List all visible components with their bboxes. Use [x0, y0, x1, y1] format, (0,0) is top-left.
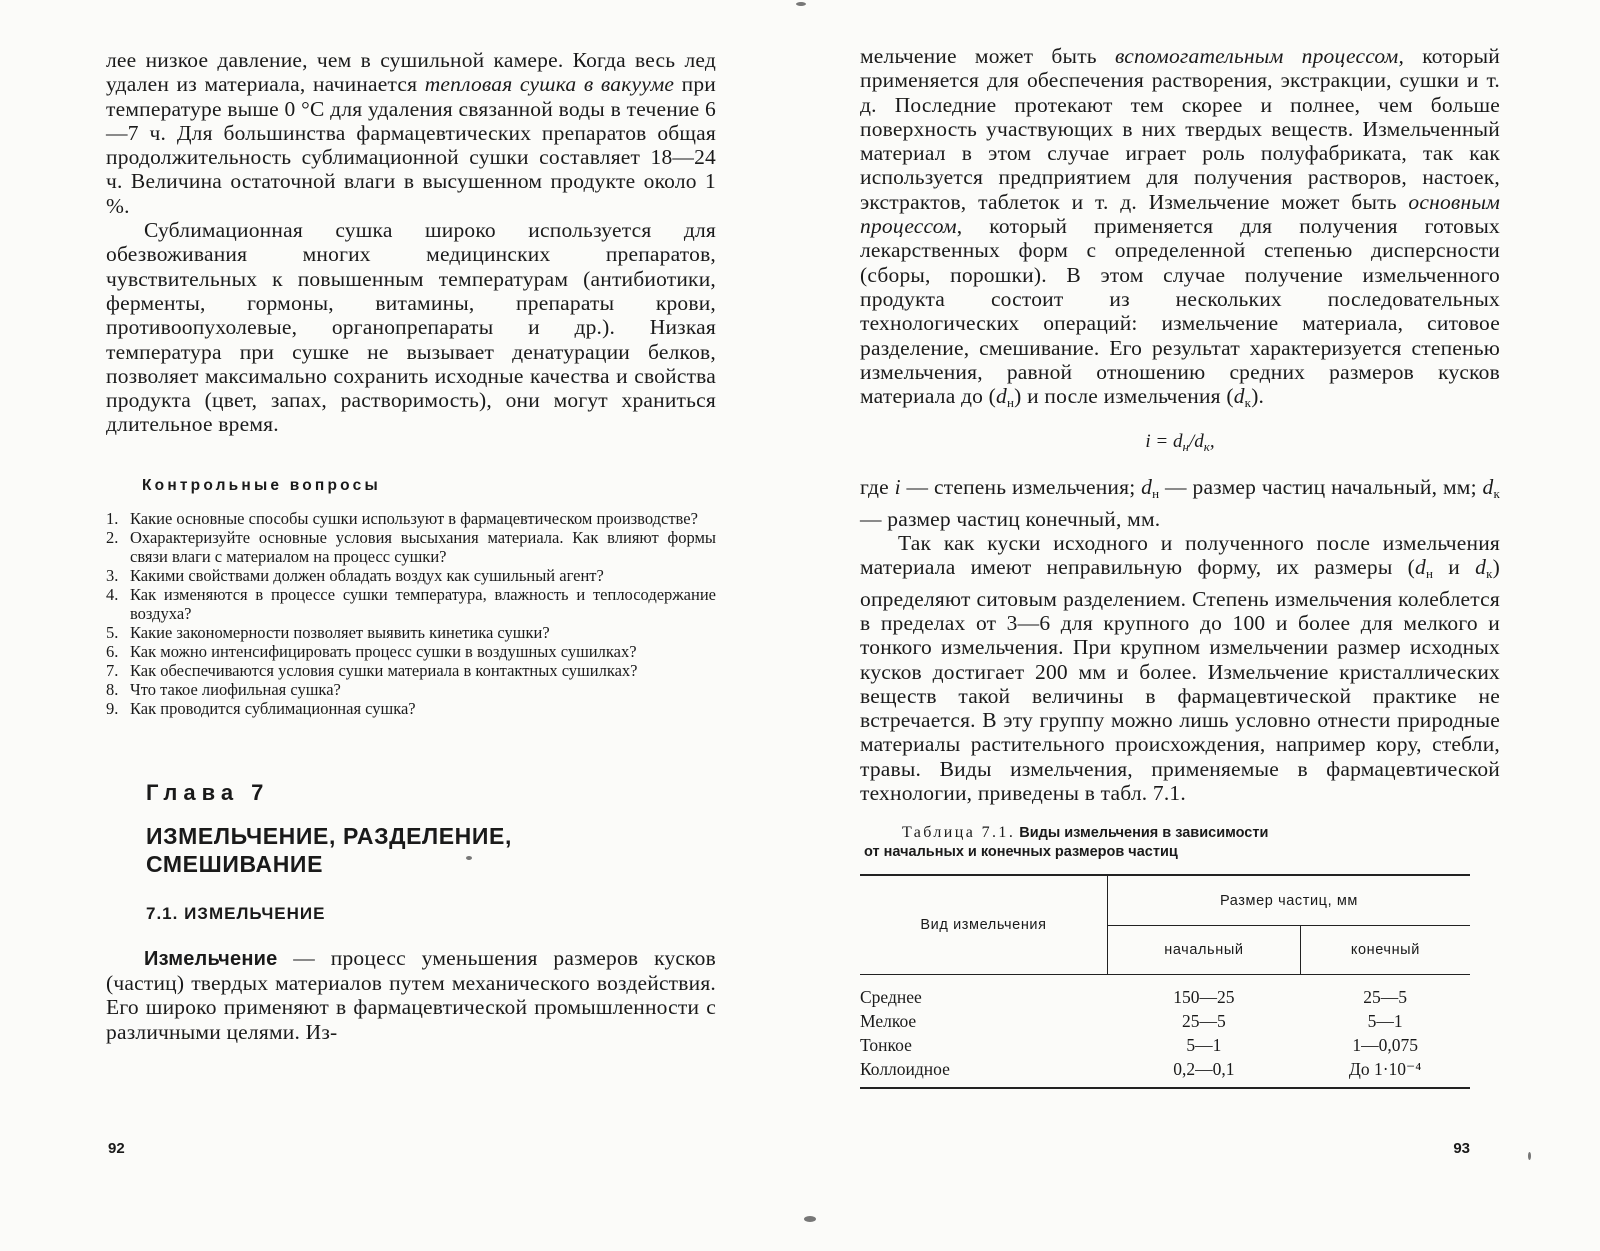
scan-speck	[796, 2, 806, 6]
question-number: 6.	[106, 641, 119, 661]
scan-speck	[1528, 1152, 1531, 1160]
question-number: 7.	[106, 660, 119, 680]
subscript: к	[1493, 486, 1500, 502]
text-run: i = d	[1145, 431, 1183, 453]
subscript: к	[1486, 566, 1493, 582]
chapter-label: Глава 7	[146, 779, 270, 805]
text-run: который применяется для обеспечения растворения, экстракции, сушки и т. д. Последние протекают тем скорее и полнее, чем больше поверхность участвующих в них твердых веществ. Измельченный материал в этом случае играет роль полуфабриката, так как используется предприятием для получения растворов, настоек, экстрактов, таблеток и т. д. Измельчение может быть	[860, 44, 1500, 214]
variable: d	[1475, 555, 1487, 580]
question-text: Как можно интенсифицировать процесс сушки в воздушных сушилках?	[130, 641, 637, 661]
questions-list	[106, 509, 716, 718]
text-run: где	[860, 475, 895, 500]
question-number: 2.	[106, 527, 119, 547]
page-number: 93	[1453, 1140, 1470, 1157]
question-item	[106, 623, 716, 642]
table-row	[860, 1009, 1470, 1033]
text-run: ) определяют ситовым разделением. Степень измельчения колеблется в пределах от 3—6 для крупного до 100 и более для мелкого и тонкого измельчения. При крупном измельчении размер исходных кусков достигает 200 мм и более. Измельчение кристаллических веществ такой величины в фармацевтической практике не встречается. В эту группу можно лишь условно отнести природные материалы растительного происхождения, например кору, стебли, травы. Виды измельчения, применяемые в фармацевтической технологии, приведены в табл. 7.1.	[860, 555, 1500, 806]
question-text: Охарактеризуйте основные условия высыхания материала. Как влияют формы связи влаги с материалом на процесс сушки?	[130, 527, 716, 566]
header-final: конечный	[1300, 925, 1470, 975]
right-page	[800, 0, 1600, 1251]
table-row	[860, 1057, 1470, 1088]
question-text: Какие основные способы сушки используют в фармацевтическом производстве?	[130, 508, 698, 528]
paragraph	[860, 475, 1500, 531]
cell-initial: 5—1	[1186, 1034, 1222, 1055]
question-item	[106, 585, 716, 623]
text-run: Сублимационная сушка широко используется для обезвоживания многих медицинских препаратов, чувствительных к повышенным температурам (антибиотики, ферменты, гормоны, витамины, препараты крови, противоопухолевые, органопрепараты и др.). Низкая температура при сушке не вызывает денатурации белков, позволяет максимально сохранить исходные качества и свойства продукта (цвет, запах, растворимость), они могут храниться длительное время.	[106, 218, 716, 437]
text-run: и	[1433, 555, 1476, 580]
question-item	[106, 661, 716, 680]
variable: d	[1415, 555, 1426, 580]
header-kind: Вид измельчения	[860, 875, 1108, 975]
cell-kind: Мелкое	[860, 1010, 917, 1031]
subscript: н	[1152, 486, 1160, 502]
page-number: 92	[108, 1140, 125, 1157]
variable: i	[894, 475, 901, 500]
question-number: 5.	[106, 622, 119, 642]
table-caption-title: Виды измельчения в зависимости	[1019, 825, 1269, 842]
subscript: н	[1182, 439, 1189, 455]
question-item	[106, 528, 716, 566]
cell-final: До 1·10⁻⁴	[1348, 1058, 1422, 1079]
text-run: Так как куски исходного и полученного после измельчения материала имеют неправильную форму, их размеры (	[860, 531, 1500, 580]
text-run: мельчение может быть	[860, 44, 1115, 68]
cell-initial: 150—25	[1173, 986, 1235, 1007]
table-body	[860, 975, 1470, 1089]
question-item	[106, 699, 716, 718]
subscript: к	[1244, 395, 1252, 411]
table-caption-title-cont: от начальных и конечных размеров частиц	[864, 844, 1178, 861]
question-text: Как обеспечиваются условия сушки материала в контактных сушилках?	[130, 660, 638, 680]
paragraph	[860, 531, 1500, 805]
text-run: ).	[1251, 384, 1265, 409]
subscript: н	[1425, 566, 1434, 582]
scan-speck	[466, 856, 472, 860]
italic-phrase: основным процессом	[860, 189, 1500, 239]
text-run: — процесс уменьшения размеров кусков (частиц) твердых материалов путем механического воздействия. Его широко применяют в фармацевтической промышленности с различными целями. Из-	[106, 945, 716, 1044]
scan-speck	[804, 1216, 816, 1222]
question-item	[106, 566, 716, 585]
left-page	[0, 0, 780, 1251]
header-size: Размер частиц, мм	[1108, 875, 1471, 925]
subscript: н	[1007, 395, 1015, 411]
question-text: Как изменяются в процессе сушки температура, влажность и теплосодержание воздуха?	[130, 584, 716, 623]
table-caption	[860, 823, 1500, 862]
table-caption-label: Таблица 7.1.	[902, 824, 1016, 842]
question-item	[106, 509, 716, 528]
chapter-title: ИЗМЕЛЬЧЕНИЕ, РАЗДЕЛЕНИЕ, СМЕШИВАНИЕ	[146, 822, 512, 877]
cell-final: 25—5	[1363, 986, 1407, 1007]
question-number: 3.	[106, 565, 119, 585]
paragraph	[106, 218, 716, 437]
question-item	[106, 642, 716, 661]
left-section-text	[106, 946, 716, 1044]
text-run: при температуре выше 0 °С для удаления связанной воды в течение 6—7 ч. Для большинства фармацевтических препаратов общая продолжительность сублимационной сушки составляет 18—24 ч. Величина остаточной влаги в высушенном продукте около 1 %.	[106, 72, 716, 218]
cell-kind: Среднее	[860, 986, 922, 1007]
variable: d	[996, 384, 1007, 409]
question-number: 4.	[106, 584, 119, 604]
question-number: 1.	[106, 508, 119, 528]
question-text: Какие закономерности позволяет выявить кинетика сушки?	[130, 622, 550, 642]
question-text: Что такое лиофильная сушка?	[130, 679, 341, 699]
term: Измельчение	[144, 947, 278, 970]
cell-final: 5—1	[1367, 1010, 1403, 1031]
paragraph	[860, 44, 1500, 415]
cell-kind: Тонкое	[860, 1034, 912, 1055]
left-intro-text	[106, 48, 716, 437]
data-table	[860, 874, 1470, 1089]
section-title: 7.1. ИЗМЕЛЬЧЕНИЕ	[146, 903, 326, 923]
right-text-bottom	[860, 475, 1500, 805]
variable: d	[1141, 475, 1153, 500]
table-row	[860, 975, 1470, 1010]
cell-initial: 0,2—0,1	[1173, 1058, 1235, 1079]
cell-initial: 25—5	[1182, 1010, 1226, 1031]
variable: d	[1233, 384, 1245, 409]
text-run: — размер частиц конечный, мм.	[860, 506, 1161, 531]
variable: d	[1482, 475, 1494, 500]
question-item	[106, 680, 716, 699]
italic-phrase: вспомогательным процессом,	[1114, 44, 1405, 68]
right-text-top	[860, 44, 1500, 415]
text-run: — степень измельчения;	[900, 475, 1142, 500]
question-number: 9.	[106, 698, 119, 718]
question-text: Какими свойствами должен обладать воздух как сушильный агент?	[130, 565, 604, 585]
text-run: ) и после измельчения (	[1014, 384, 1234, 409]
text-run: лее низкое давление, чем в сушильной камере. Когда весь лед удален из материала, начинается	[106, 48, 716, 97]
question-text: Как проводится сублимационная сушка?	[130, 698, 416, 718]
questions-title: Контрольные вопросы	[142, 476, 381, 494]
paragraph	[106, 48, 716, 218]
cell-kind: Коллоидное	[860, 1058, 950, 1079]
subscript: к	[1203, 439, 1210, 455]
text-run: — размер частиц начальный, мм;	[1159, 475, 1483, 500]
table-row	[860, 1033, 1470, 1057]
paragraph	[106, 946, 716, 1044]
formula	[860, 431, 1500, 455]
question-number: 8.	[106, 679, 119, 699]
text-run: , который применяется для получения готовых лекарственных форм с определенной степенью дисперсности (сборы, порошки). В этом случае получение измельченного продукта состоит из нескольких последовательных технологических операций: измельчение материала, ситовое разделение, смешивание. Его результат характеризуется степенью измельчения, равной отношению средних размеров кусков материала до (	[860, 214, 1500, 409]
text-run: ,	[1209, 431, 1215, 453]
header-initial: начальный	[1108, 925, 1301, 975]
cell-final: 1—0,075	[1352, 1034, 1418, 1055]
text-run: /d	[1188, 431, 1204, 453]
italic-phrase: тепловая сушка в вакууме	[424, 72, 675, 97]
